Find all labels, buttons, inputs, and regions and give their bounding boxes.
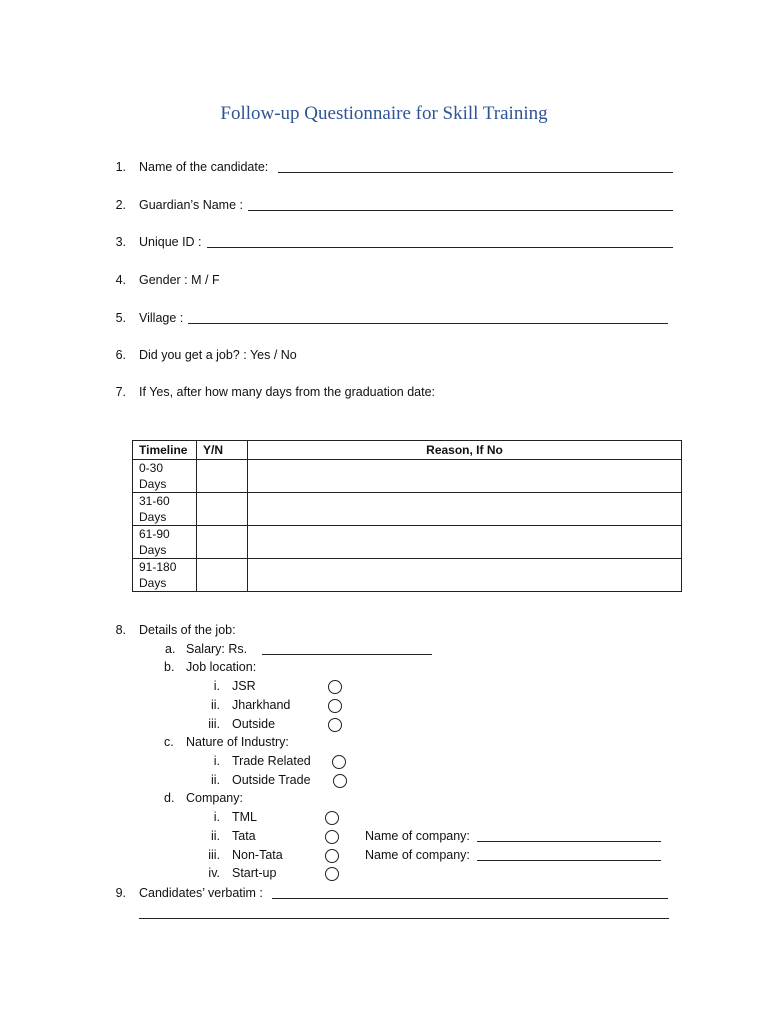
question-number: 8. [115,623,126,637]
list-marker: i. [213,810,220,824]
industry-label: Nature of Industry: [186,735,289,749]
table-row [133,493,682,526]
list-marker: b. [164,660,175,674]
list-marker: iii. [208,848,220,862]
unique-id-field[interactable] [207,235,673,248]
outside-trade-radio[interactable] [333,774,347,788]
list-marker: a. [165,642,176,656]
salary-field[interactable] [262,642,432,655]
salary-label: Salary: Rs. [186,642,248,656]
column-header: Timeline [133,441,197,460]
tata-radio[interactable] [325,830,339,844]
timeline-cell: 61-90 Days [133,526,197,559]
yn-cell[interactable] [197,493,248,526]
candidate-name-field[interactable] [278,160,673,173]
company-name-label: Name of company: [365,848,470,862]
company-name-label: Name of company: [365,829,470,843]
list-marker: iv. [208,866,220,880]
tata-company-name-field[interactable] [477,829,661,842]
list-marker: d. [164,791,175,805]
verbatim-field[interactable] [272,886,668,899]
question-label: Name of the candidate: [139,160,269,174]
list-marker: ii. [210,698,220,712]
question-number: 9. [115,886,126,900]
question-label: Village : [139,311,184,325]
yn-cell[interactable] [197,559,248,592]
non-tata-company-name-field[interactable] [477,848,661,861]
option-label: Outside [232,717,276,731]
list-marker: iii. [208,717,220,731]
list-marker: i. [213,754,220,768]
table-row [133,559,682,592]
column-header: Reason, If No [248,441,682,460]
jsr-radio[interactable] [328,680,342,694]
job-location-label: Job location: [186,660,257,674]
list-marker: c. [164,735,174,749]
question-label: If Yes, after how many days from the graduation date: [139,385,436,399]
question-label: Guardian’s Name : [139,198,243,212]
yn-cell[interactable] [197,460,248,493]
reason-cell[interactable] [248,526,682,559]
timeline-cell: 31-60 Days [133,493,197,526]
option-label: Trade Related [232,754,311,768]
question-number: 6. [115,348,126,362]
page-title: Follow-up Questionnaire for Skill Training [220,103,548,124]
reason-cell[interactable] [248,460,682,493]
question-number: 7. [115,385,126,399]
timeline-cell: 91-180 Days [133,559,197,592]
timeline-table [132,440,682,592]
reason-cell[interactable] [248,559,682,592]
village-field[interactable] [188,311,668,324]
guardian-name-field[interactable] [248,198,673,211]
option-label: JSR [232,679,256,693]
non-tata-radio[interactable] [325,849,339,863]
option-label: Outside Trade [232,773,311,787]
option-label: TML [232,810,257,824]
list-marker: ii. [210,829,220,843]
yn-cell[interactable] [197,526,248,559]
outside-radio[interactable] [328,718,342,732]
timeline-cell: 0-30 Days [133,460,197,493]
question-number: 5. [115,311,126,325]
question-label: Unique ID : [139,235,202,249]
question-label: Details of the job: [139,623,236,637]
option-label: Jharkhand [232,698,291,712]
question-number: 3. [115,235,126,249]
option-label: Tata [232,829,256,843]
gender-question: Gender : M / F [139,273,220,287]
start-up-radio[interactable] [325,867,339,881]
question-number: 4. [115,273,126,287]
job-question: Did you get a job? : Yes / No [139,348,297,362]
tml-radio[interactable] [325,811,339,825]
table-row [133,460,682,493]
column-header: Y/N [197,441,248,460]
reason-cell[interactable] [248,493,682,526]
option-label: Non-Tata [232,848,283,862]
question-number: 2. [115,198,126,212]
list-marker: ii. [210,773,220,787]
question-number: 1. [115,160,126,174]
question-label: Candidates’ verbatim : [139,886,263,900]
verbatim-field-line-2[interactable] [139,906,669,919]
company-label: Company: [186,791,243,805]
jharkhand-radio[interactable] [328,699,342,713]
table-header-row [133,441,682,460]
list-marker: i. [213,679,220,693]
table-row [133,526,682,559]
trade-related-radio[interactable] [332,755,346,769]
option-label: Start-up [232,866,277,880]
